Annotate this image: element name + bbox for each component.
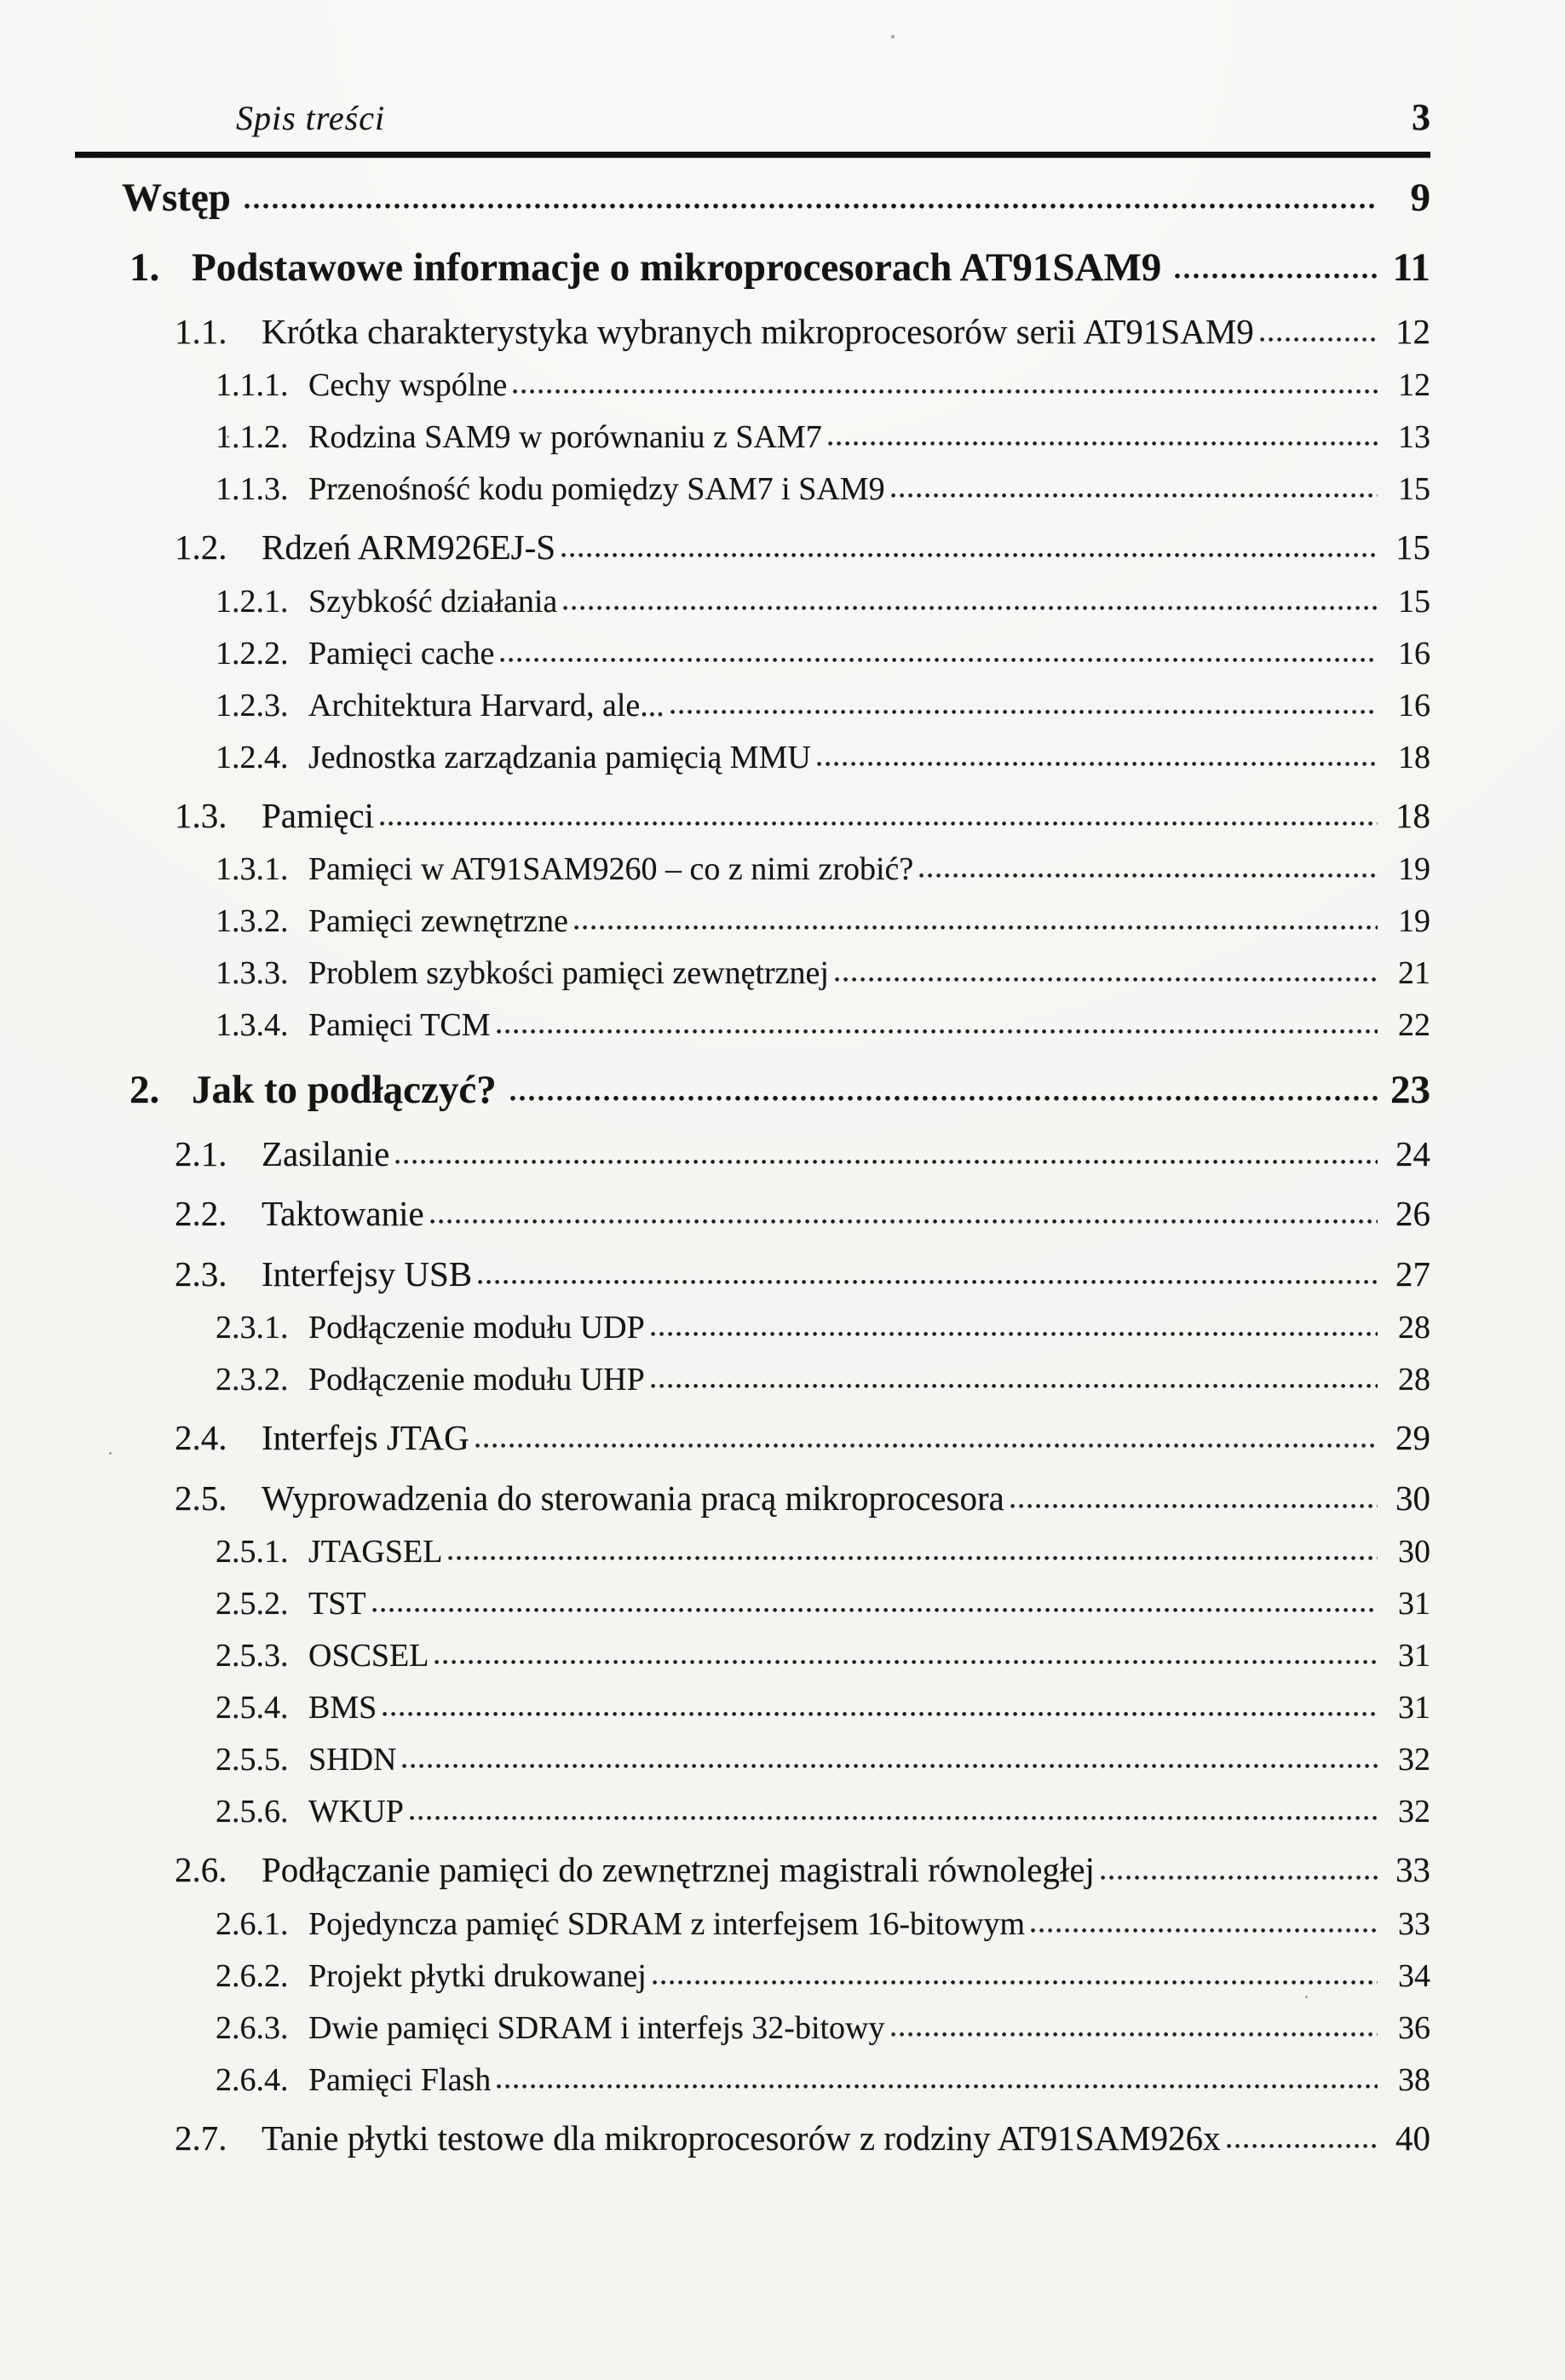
entry-page-number: 12 — [1398, 367, 1430, 404]
entry-title: Wyprowadzenia do sterowania pracą mikroprocesora — [262, 1478, 1004, 1518]
entry-title: Projekt płytki drukowanej — [308, 1957, 647, 1994]
toc-entry — [75, 1472, 1430, 1525]
entry-page-number: 15 — [1395, 527, 1430, 568]
entry-number: 2.6. — [175, 1850, 227, 1890]
entry-title: Zasilanie — [262, 1133, 390, 1173]
entry-title: Tanie płytki testowe dla mikroprocesorów z rodziny AT91SAM926x — [262, 2118, 1221, 2158]
entry-number: 1.1.3. — [216, 471, 289, 508]
toc-entry — [75, 1188, 1430, 1241]
toc-entry — [75, 1060, 1430, 1121]
leader-dots — [1010, 1502, 1378, 1510]
entry-page-number: 30 — [1395, 1478, 1430, 1518]
leader-dots — [383, 1710, 1378, 1718]
entry-page-number: 28 — [1398, 1362, 1430, 1398]
entry-title: Jednostka zarządzania pamięcią MMU — [308, 739, 811, 775]
entry-title: Podłączanie pamięci do zewnętrznej magistrali równoległej — [262, 1850, 1095, 1890]
entry-page-number: 11 — [1392, 245, 1430, 291]
leader-dots — [402, 1762, 1378, 1770]
entry-number: 2.6.4. — [216, 2061, 289, 2098]
entry-title: Wstęp — [122, 175, 231, 220]
entry-number: 2.5.3. — [216, 1638, 289, 1674]
page-title: Spis treści — [236, 99, 386, 137]
entry-page-number: 36 — [1398, 2009, 1430, 2046]
toc-entry — [75, 306, 1430, 359]
leader-dots — [513, 388, 1378, 395]
toc-entry — [75, 1736, 1430, 1784]
entry-page-number: 31 — [1398, 1690, 1430, 1726]
entry-title: Rdzeń ARM926EJ-S — [262, 527, 556, 568]
entry-number: 2.1. — [175, 1133, 227, 1173]
entry-page-number: 33 — [1398, 1905, 1430, 1942]
entry-number: 1.3.3. — [216, 955, 289, 992]
entry-number: 2.3.2. — [216, 1362, 289, 1398]
toc-entry — [75, 1580, 1430, 1628]
leader-dots — [891, 2031, 1378, 2038]
entry-title: Interfejsy USB — [262, 1253, 473, 1294]
entry-title: Podstawowe informacje o mikroprocesorach AT91SAM9 — [192, 245, 1162, 291]
entry-page-number: 19 — [1398, 851, 1430, 888]
leader-dots — [651, 1382, 1378, 1390]
entry-number: 2.5.5. — [216, 1742, 289, 1778]
leader-dots — [817, 760, 1378, 768]
entry-title: Problem szybkości pamięci zewnętrznej — [308, 955, 829, 992]
toc-entry — [75, 1632, 1430, 1680]
toc-entry — [75, 2056, 1430, 2105]
leader-dots — [1260, 336, 1378, 343]
toc-entry — [75, 1844, 1430, 1897]
toc-entry — [75, 845, 1430, 894]
entry-page-number: 27 — [1395, 1253, 1430, 1294]
entry-page-number: 34 — [1398, 1957, 1430, 1994]
toc-entry — [75, 949, 1430, 998]
entry-page-number: 15 — [1398, 471, 1430, 508]
toc-entry — [75, 1248, 1430, 1301]
entry-page-number: 13 — [1398, 419, 1430, 456]
entry-number: 2.5.1. — [216, 1534, 289, 1570]
header-rule — [75, 152, 1430, 158]
toc-entry — [75, 682, 1430, 730]
entry-title: Interfejs JTAG — [262, 1418, 469, 1458]
entry-number: 2.5.4. — [216, 1690, 289, 1726]
entry-title: Cechy wspólne — [308, 367, 508, 404]
entry-page-number: 31 — [1398, 1586, 1430, 1622]
leader-dots — [670, 708, 1378, 716]
entry-page-number: 22 — [1398, 1007, 1430, 1044]
leader-dots — [410, 1814, 1378, 1822]
entry-number: 2.4. — [175, 1418, 227, 1458]
entry-number: 1.1.1. — [216, 367, 289, 404]
entry-number: 2.5.2. — [216, 1586, 289, 1622]
entry-page-number: 16 — [1398, 687, 1430, 723]
entry-title: Podłączenie modułu UDP — [308, 1310, 645, 1346]
leader-dots — [475, 1442, 1378, 1449]
entry-title: BMS — [308, 1690, 377, 1726]
entry-page-number: 18 — [1395, 795, 1430, 835]
entry-page-number: 21 — [1398, 955, 1430, 992]
entry-number: 2.6.2. — [216, 1957, 289, 1994]
leader-dots — [561, 551, 1378, 559]
entry-number: 1. — [129, 245, 160, 291]
leader-dots — [574, 924, 1378, 931]
leader-dots — [651, 1330, 1378, 1338]
toc-entry — [75, 1952, 1430, 2001]
toc-entry — [75, 1684, 1430, 1732]
toc-entry — [75, 1304, 1430, 1352]
leader-dots — [828, 440, 1378, 447]
entry-page-number: 15 — [1398, 583, 1430, 619]
entry-page-number: 12 — [1395, 311, 1430, 351]
toc-entry — [75, 790, 1430, 843]
toc-entry — [75, 1001, 1430, 1050]
toc-entry — [75, 1412, 1430, 1465]
entry-page-number: 32 — [1398, 1742, 1430, 1778]
entry-page-number: 9 — [1410, 175, 1430, 220]
entry-number: 1.3. — [175, 795, 227, 835]
leader-dots — [245, 202, 1378, 210]
leader-dots — [448, 1554, 1378, 1562]
entry-title: Pojedyncza pamięć SDRAM z interfejsem 16-bitowym — [308, 1905, 1026, 1942]
page-content — [75, 0, 1430, 2164]
leader-dots — [1101, 1874, 1378, 1882]
leader-dots — [380, 820, 1378, 827]
entry-title: Pamięci Flash — [308, 2061, 492, 2098]
toc-entry — [75, 1128, 1430, 1181]
entry-page-number: 32 — [1398, 1794, 1430, 1830]
entry-title: TST — [308, 1586, 366, 1622]
entry-page-number: 18 — [1398, 739, 1430, 775]
toc-entry — [75, 1788, 1430, 1836]
entry-title: Pamięci cache — [308, 635, 495, 671]
entry-page-number: 33 — [1395, 1850, 1430, 1890]
toc-entry — [75, 1528, 1430, 1576]
entry-title: Pamięci TCM — [308, 1007, 491, 1044]
entry-number: 1.2.4. — [216, 739, 289, 775]
entry-number: 1.2.3. — [216, 687, 289, 723]
entry-title: WKUP — [308, 1794, 404, 1830]
entry-title: Podłączenie modułu UHP — [308, 1362, 645, 1398]
entry-number: 1.2.2. — [216, 635, 289, 671]
toc-entry — [75, 897, 1430, 946]
toc-entry — [75, 465, 1430, 514]
entry-number: 2.7. — [175, 2118, 227, 2158]
entry-page-number: 29 — [1395, 1418, 1430, 1458]
leader-dots — [478, 1278, 1378, 1286]
entry-number: 2.6.3. — [216, 2009, 289, 2046]
leader-dots — [891, 492, 1378, 499]
entry-number: 2.6.1. — [216, 1905, 289, 1942]
toc-entry — [75, 578, 1430, 626]
entry-title: OSCSEL — [308, 1638, 429, 1674]
entry-title: Pamięci — [262, 795, 375, 835]
entry-title: Pamięci zewnętrzne — [308, 903, 568, 940]
entry-number: 1.2.1. — [216, 583, 289, 619]
toc-list — [75, 168, 1430, 2165]
entry-page-number: 23 — [1390, 1068, 1430, 1113]
entry-page-number: 38 — [1398, 2061, 1430, 2098]
toc-entry — [75, 522, 1430, 574]
entry-number: 1.2. — [175, 527, 227, 568]
entry-number: 2.5.6. — [216, 1794, 289, 1830]
leader-dots — [835, 976, 1378, 983]
entry-title: Jak to podłączyć? — [192, 1068, 497, 1113]
leader-dots — [372, 1606, 1378, 1614]
leader-dots — [497, 1028, 1378, 1035]
entry-number: 2.3. — [175, 1253, 227, 1294]
entry-page-number: 40 — [1395, 2118, 1430, 2158]
leader-dots — [497, 2083, 1378, 2090]
entry-page-number: 31 — [1398, 1638, 1430, 1674]
toc-entry — [75, 2004, 1430, 2053]
leader-dots — [510, 1094, 1378, 1103]
entry-title: Pamięci w AT91SAM9260 – co z nimi zrobić? — [308, 851, 914, 888]
entry-page-number: 26 — [1395, 1194, 1430, 1234]
leader-dots — [395, 1158, 1378, 1166]
toc-entry — [75, 1356, 1430, 1404]
toc-entry — [75, 238, 1430, 298]
entry-page-number: 24 — [1395, 1133, 1430, 1173]
entry-number: 2.5. — [175, 1478, 227, 1518]
entry-page-number: 30 — [1398, 1534, 1430, 1570]
running-head — [75, 0, 1430, 141]
leader-dots — [1031, 1927, 1378, 1934]
leader-dots — [1227, 2142, 1378, 2150]
toc-entry — [75, 2112, 1430, 2165]
entry-title: Taktowanie — [262, 1194, 424, 1234]
toc-entry — [75, 1900, 1430, 1949]
entry-number: 1.1. — [175, 311, 227, 351]
leader-dots — [434, 1658, 1378, 1666]
entry-title: Przenośność kodu pomiędzy SAM7 i SAM9 — [308, 471, 885, 508]
leader-dots — [430, 1218, 1378, 1225]
folio-page-number: 3 — [1412, 96, 1430, 138]
entry-number: 1.3.2. — [216, 903, 289, 940]
entry-title: Szybkość działania — [308, 583, 558, 619]
leader-dots — [1175, 272, 1378, 280]
entry-title: Rodzina SAM9 w porównaniu z SAM7 — [308, 419, 822, 456]
toc-entry — [75, 168, 1430, 228]
entry-title: JTAGSEL — [308, 1534, 443, 1570]
leader-dots — [919, 872, 1378, 879]
entry-number: 2.2. — [175, 1194, 227, 1234]
entry-title: SHDN — [308, 1742, 397, 1778]
entry-title: Krótka charakterystyka wybranych mikroprocesorów serii AT91SAM9 — [262, 311, 1254, 351]
entry-page-number: 28 — [1398, 1310, 1430, 1346]
entry-number: 2.3.1. — [216, 1310, 289, 1346]
entry-number: 1.3.4. — [216, 1007, 289, 1044]
entry-page-number: 16 — [1398, 635, 1430, 671]
entry-title: Dwie pamięci SDRAM i interfejs 32-bitowy — [308, 2009, 885, 2046]
entry-number: 1.1.2. — [216, 419, 289, 456]
toc-entry — [75, 361, 1430, 410]
leader-dots — [500, 656, 1378, 664]
toc-entry — [75, 734, 1430, 782]
leader-dots — [653, 1979, 1378, 1986]
entry-number: 1.3.1. — [216, 851, 289, 888]
entry-number: 2. — [129, 1068, 160, 1113]
entry-page-number: 19 — [1398, 903, 1430, 940]
toc-entry — [75, 413, 1430, 462]
entry-title: Architektura Harvard, ale... — [308, 687, 665, 723]
leader-dots — [563, 604, 1378, 612]
toc-entry — [75, 630, 1430, 678]
